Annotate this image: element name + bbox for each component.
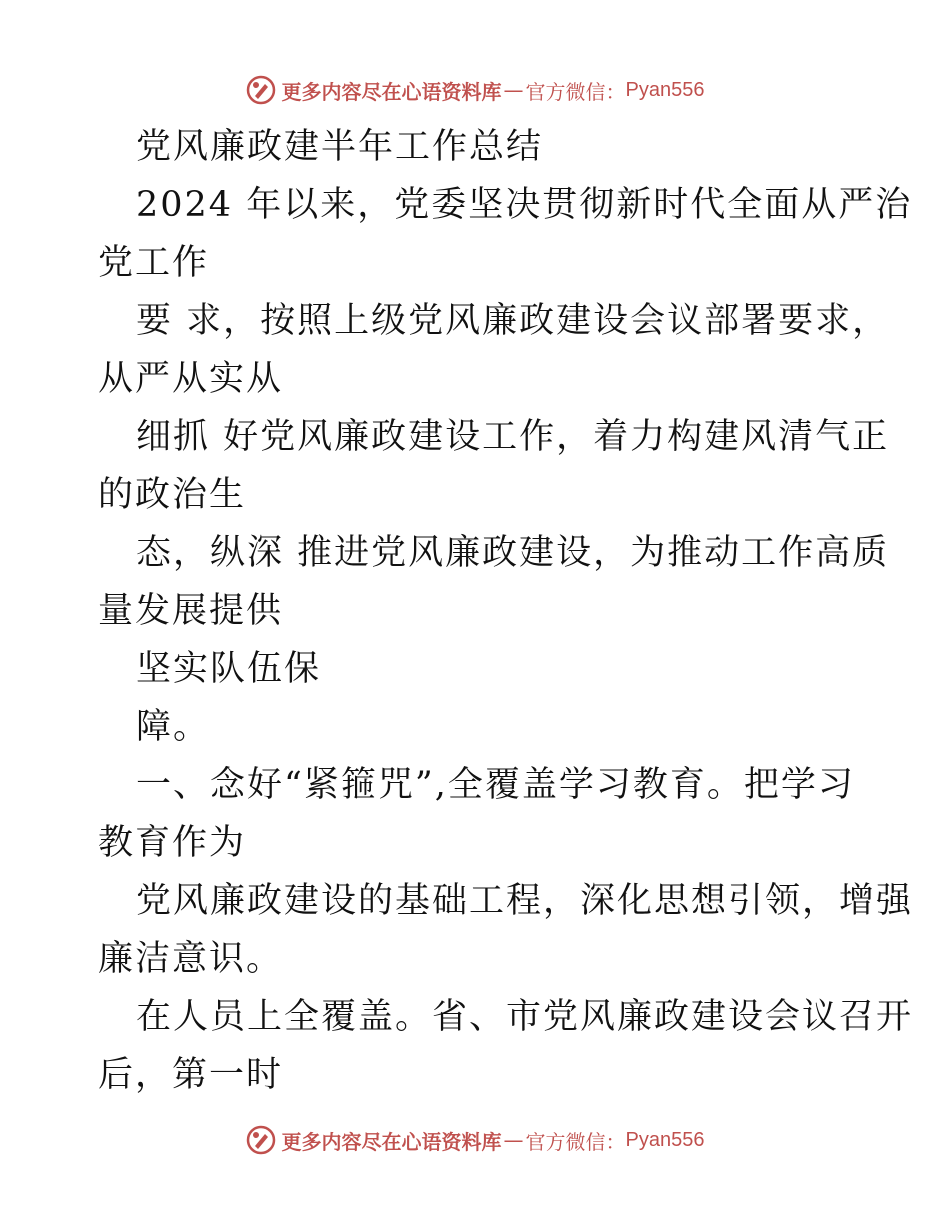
- watermark-wechat-label: 官方微信：: [525, 1129, 626, 1154]
- watermark-dash: —: [503, 78, 524, 102]
- watermark-dash: —: [503, 1128, 524, 1152]
- text-line: 障。: [136, 707, 211, 747]
- text-line: 在人员上全覆盖。省、市党风廉政建设会议召开: [136, 997, 914, 1037]
- header-watermark: [0, 70, 950, 110]
- logo-icon: [246, 1125, 276, 1155]
- text-line: 党工作: [98, 243, 210, 283]
- text-line: 廉洁意识。: [98, 939, 284, 979]
- footer-watermark: [0, 1120, 950, 1160]
- text-line: 的政治生: [98, 475, 247, 515]
- text-line: 要 求，按照上级党风廉政建设会议部署要求，: [136, 301, 890, 341]
- text-line: 2024 年以来，党委坚决贯彻新时代全面从严治: [136, 185, 913, 225]
- text-line: 一、念好“紧箍咒”,全覆盖学习教育。把学习: [136, 765, 855, 805]
- logo-icon: [246, 75, 276, 105]
- text-line: 教育作为: [98, 823, 247, 863]
- text-line: 态，纵深 推进党风廉政建设，为推动工作高质: [136, 533, 890, 573]
- watermark-wechat-label: 官方微信：: [525, 79, 626, 104]
- text-line: 从严从实从: [98, 359, 284, 399]
- text-line: 后，第一时: [98, 1055, 284, 1095]
- watermark-site: 更多内容尽在心语资料库: [281, 1129, 502, 1154]
- watermark-site: 更多内容尽在心语资料库: [281, 79, 502, 104]
- text-line: 坚实队伍保: [136, 649, 322, 689]
- text-line: 细抓 好党风廉政建设工作，着力构建风清气正: [136, 417, 890, 457]
- watermark-wechat-id: Pyan556: [625, 78, 705, 101]
- document-body: [98, 118, 914, 1104]
- text-line: 党风廉政建设的基础工程，深化思想引领，增强: [136, 881, 914, 921]
- text-line: 量发展提供: [98, 591, 284, 631]
- watermark-wechat-id: Pyan556: [625, 1128, 705, 1151]
- text-line: 党风廉政建半年工作总结: [136, 127, 544, 167]
